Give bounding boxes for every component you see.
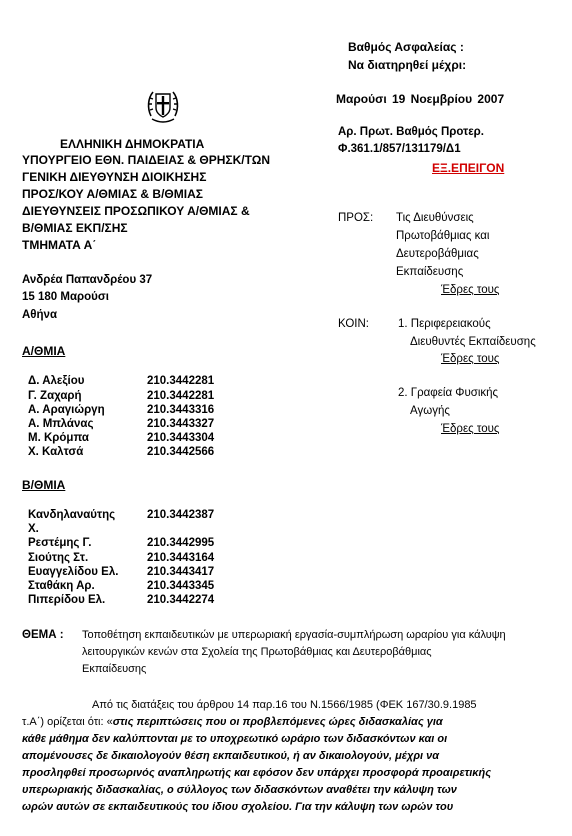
header-line: ΥΠΟΥΡΓΕΙΟ ΕΘΝ. ΠΑΙΔΕΙΑΣ & ΘΡΗΣΚ/ΤΩΝ [22, 153, 271, 167]
to-line: Πρωτοβάθμιας και [396, 230, 490, 242]
to-line: Εκπαίδευσης [396, 266, 464, 278]
protocol-number: Φ.361.1/857/131179/Δ1 [338, 143, 461, 155]
contact-name-continued: Χ. [28, 523, 39, 535]
contact-name: Δ. Αλεξίου [28, 375, 85, 387]
contact-name: Α. Μπλάνας [28, 418, 94, 430]
cc-label: ΚΟΙΝ: [338, 318, 369, 330]
header-line: ΤΜΗΜΑΤΑ Α΄ [22, 238, 97, 252]
header-line: ΠΡΟΣ/ΚΟΥ Α/ΘΜΙΑΣ & Β/ΘΜΙΑΣ [22, 187, 203, 201]
body-quote-line: υπερωριακής διδασκαλίας, ο σύλλογος των διδασκόντων αναθέτει την κάλυψη των [22, 784, 457, 796]
body-quote-line: κάθε μάθημα δεν καλύπτονται με το υποχρεωτικό ωράριο των διδασκόντων και οι [22, 733, 448, 745]
greek-emblem-icon [146, 86, 180, 126]
body-quote-line: προσληφθεί προσωρινός αναπληρωτής και εφόσον δεν υπάρχει προσφορά προαιρετικής [22, 767, 492, 779]
contact-phone: 210.3442274 [147, 594, 215, 606]
contact-phone: 210.3443345 [147, 580, 215, 592]
contact-name: Ευαγγελίδου Ελ. [28, 566, 119, 578]
contact-phone: 210.3443327 [147, 418, 215, 430]
contact-name: Α. Αραγιώργη [28, 404, 105, 416]
cc-line: 1. Περιφερειακούς [398, 318, 491, 330]
contact-phone: 210.3442281 [147, 390, 215, 402]
header-line: ΕΛΛΗΝΙΚΗ ΔΗΜΟΚΡΑΤΙΑ [60, 137, 205, 151]
contact-name: Γ. Ζαχαρή [28, 390, 82, 402]
to-line: Τις Διευθύνσεις [396, 212, 474, 224]
document-date: Μαρούσι 19 Νοεμβρίου 2007 [336, 92, 505, 106]
cc-seat: Έδρες τους [441, 353, 500, 365]
contact-name: Χ. Καλτσά [28, 446, 84, 458]
keep-until-label: Να διατηρηθεί μέχρι: [348, 58, 467, 72]
contact-phone: 210.3443417 [147, 566, 215, 578]
body-quote: στις περιπτώσεις που οι προβλεπόμενες ώρες διδασκαλίας για [112, 716, 443, 728]
protocol-label: Αρ. Πρωτ. Βαθμός Προτερ. [338, 126, 484, 138]
header-line: ΓΕΝΙΚΗ ΔΙΕΥΘΥΝΣΗ ΔΙΟΙΚΗΣΗΣ [22, 170, 207, 184]
to-line: Δευτεροβάθμιας [396, 248, 479, 260]
contact-name: Σιούτης Στ. [28, 552, 89, 564]
address-street: Ανδρέα Παπανδρέου 37 [22, 274, 153, 286]
subject-line: Εκπαίδευσης [82, 663, 147, 675]
cc-line: Αγωγής [410, 405, 450, 417]
contact-phone: 210.3443164 [147, 552, 215, 564]
cc-line: 2. Γραφεία Φυσικής [398, 387, 499, 399]
header-line: Β/ΘΜΙΑΣ ΕΚΠ/ΣΗΣ [22, 221, 128, 235]
to-label: ΠΡΟΣ: [338, 212, 374, 224]
contact-phone: 210.3442566 [147, 446, 215, 458]
contact-phone: 210.3443304 [147, 432, 215, 444]
contact-phone: 210.3443316 [147, 404, 215, 416]
contact-phone: 210.3442387 [147, 509, 215, 521]
cc-line: Διευθυντές Εκπαίδευσης [410, 336, 536, 348]
contact-name: Σταθάκη Αρ. [28, 580, 95, 592]
contact-name: Μ. Κρόμπα [28, 432, 90, 444]
address-city: Αθήνα [22, 309, 58, 321]
contact-phone: 210.3442281 [147, 375, 215, 387]
address-postal: 15 180 Μαρούσι [22, 291, 109, 303]
contact-name: Κανδηλαναύτης [28, 509, 116, 521]
body-intro: Από τις διατάξεις του άρθρου 14 παρ.16 του Ν.1566/1985 (ΦΕΚ 167/30.9.1985 [92, 699, 477, 711]
contact-name: Ρεστέμης Γ. [28, 537, 92, 549]
body-line [22, 716, 443, 728]
priority-badge: ΕΞ.ΕΠΕΙΓΟΝ [432, 161, 505, 175]
contact-phone: 210.3442995 [147, 537, 215, 549]
cc-seat: Έδρες τους [441, 423, 500, 435]
to-seat: Έδρες τους [441, 284, 500, 296]
contacts-a-heading: Α/ΘΜΙΑ [22, 344, 66, 358]
security-level-label: Βαθμός Ασφαλείας : [348, 40, 464, 54]
subject-line: Τοποθέτηση εκπαιδευτικών με υπερωριακή εργασία-συμπλήρωση ωραρίου για κάλυψη [82, 629, 506, 641]
contacts-b-heading: Β/ΘΜΙΑ [22, 478, 66, 492]
subject-line: λειτουργικών κενών στα Σχολεία της Πρωτοβάθμιας και Δευτεροβάθμιας [82, 646, 432, 658]
subject-label: ΘΕΜΑ : [22, 629, 64, 641]
body-quote-line: ωρών αυτών σε εκπαιδευτικούς του ίδιου σχολείου. Για την κάλυψη των ωρών του [22, 801, 454, 813]
body-text: τ.Α΄) ορίζεται ότι: « [22, 716, 113, 728]
contact-name: Πιπερίδου Ελ. [28, 594, 106, 606]
body-quote-line: απομένουσες δε δικαιολογούν θέση εκπαιδευτικού, ή αν δικαιολογούν, μέχρι να [22, 750, 440, 762]
header-line: ΔΙΕΥΘΥΝΣΕΙΣ ΠΡΟΣΩΠΙΚΟΥ Α/ΘΜΙΑΣ & [22, 204, 250, 218]
